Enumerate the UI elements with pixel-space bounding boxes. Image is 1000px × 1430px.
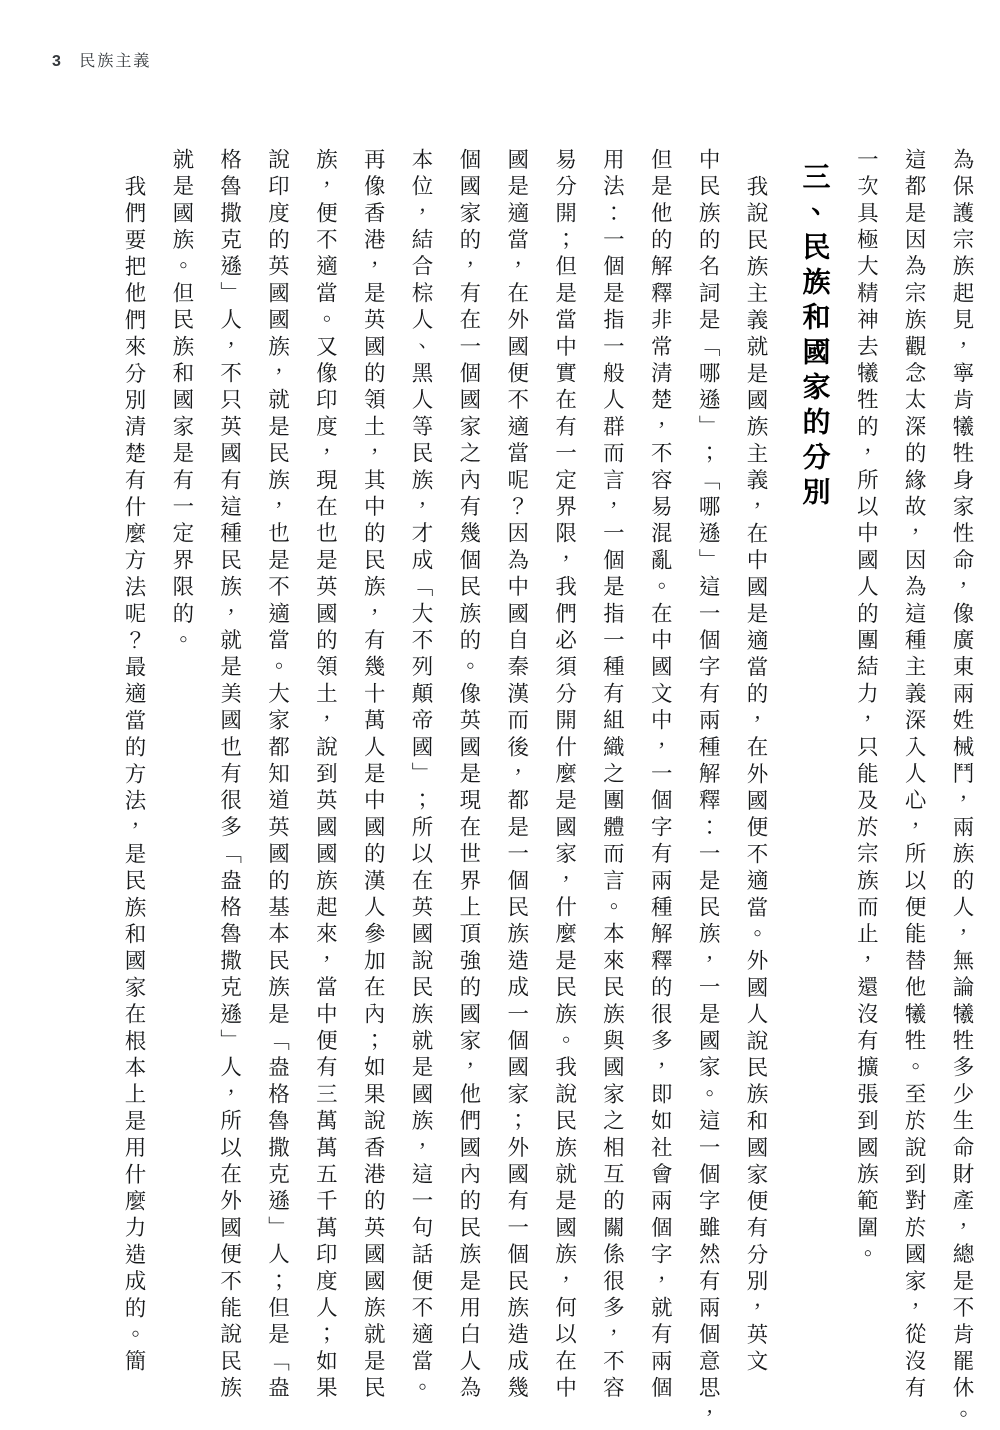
text-column: 國是適當，在外國便不適當呢？因為中國自秦漢而後，都是一個民族造成一個國家；外國有一個民族造成幾 xyxy=(503,148,529,1403)
text-column: 易分開；但是當中實在有一定界限，我們必須分開什麼是國家，什麼是民族。我說民族就是國族，何以在中 xyxy=(551,148,577,1403)
text-column: 但是他的解釋非常清楚，不容易混亂。在中國文中，一個字有兩種解釋的很多，即如社會兩個字，就有兩個 xyxy=(647,148,673,1403)
vertical-text-body xyxy=(96,148,974,1430)
page-number: 3 xyxy=(52,53,62,70)
text-column: 我說民族主義就是國族主義，在中國是適當的，在外國便不適當。外國人說民族和國家便有分別，英文 xyxy=(742,175,768,1377)
text-column: 說印度的英國國族，就是民族，也是不適當。大家都知道英國的基本民族是「盎格魯撒克遜」人；但是「盎 xyxy=(264,148,290,1403)
text-column: 就是國族。但民族和國家是有一定界限的。 xyxy=(168,148,194,656)
text-column: 族，便不適當。又像印度，現在也是英國的領土，說到英國國族起來，當中便有三萬萬五千萬印度人；如果 xyxy=(312,148,338,1403)
text-column: 一次具極大精神去犧牲的，所以中國人的團結力，只能及於宗族而止，還沒有擴張到國族範圍。 xyxy=(853,148,879,1270)
text-column: 這都是因為宗族觀念太深的緣故，因為這種主義深入人心，所以便能替他犧牲。至於說到對於國家，從沒有 xyxy=(901,148,927,1403)
text-column: 個國家的，有在一個國家之內有幾個民族的。像英國是現在世界上頂強的國家，他們國內的民族是用白人為 xyxy=(455,148,481,1403)
text-column: 我們要把他們來分別清楚有什麼方法呢？最適當的方法，是民族和國家在根本上是用什麼力造成的。簡 xyxy=(120,175,146,1377)
text-column: 中民族的名詞是「哪遜」；「哪遜」這一個字有兩種解釋：一是民族，一是國家。這一個字雖然有兩個意思， xyxy=(695,148,721,1430)
text-column: 再像香港，是英國的領土，其中的民族，有幾十萬人是中國的漢人參加在內；如果說香港的英國國族就是民 xyxy=(360,148,386,1403)
text-column: 為保護宗族起見，寧肯犧牲身家性命，像廣東兩姓械鬥，兩族的人，無論犧牲多少生命財產，總是不肯罷休。 xyxy=(949,148,974,1430)
section-heading: 三、民族和國家的分別 xyxy=(798,162,832,512)
text-column: 用法：一個是指一般人群而言，一個是指一種有組織之團體而言。本來民族與國家之相互的關係很多，不容 xyxy=(599,148,625,1403)
text-column: 本位，結合棕人、黑人等民族，才成「大不列顛帝國」；所以在英國說民族就是國族，這一句話便不適當。 xyxy=(408,148,434,1403)
running-head xyxy=(52,48,151,71)
text-column: 格魯撒克遜」人，不只英國有這種民族，就是美國也有很多「盎格魯撒克遜」人，所以在外國便不能說民族 xyxy=(216,148,242,1403)
book-title: 民族主義 xyxy=(79,53,152,70)
